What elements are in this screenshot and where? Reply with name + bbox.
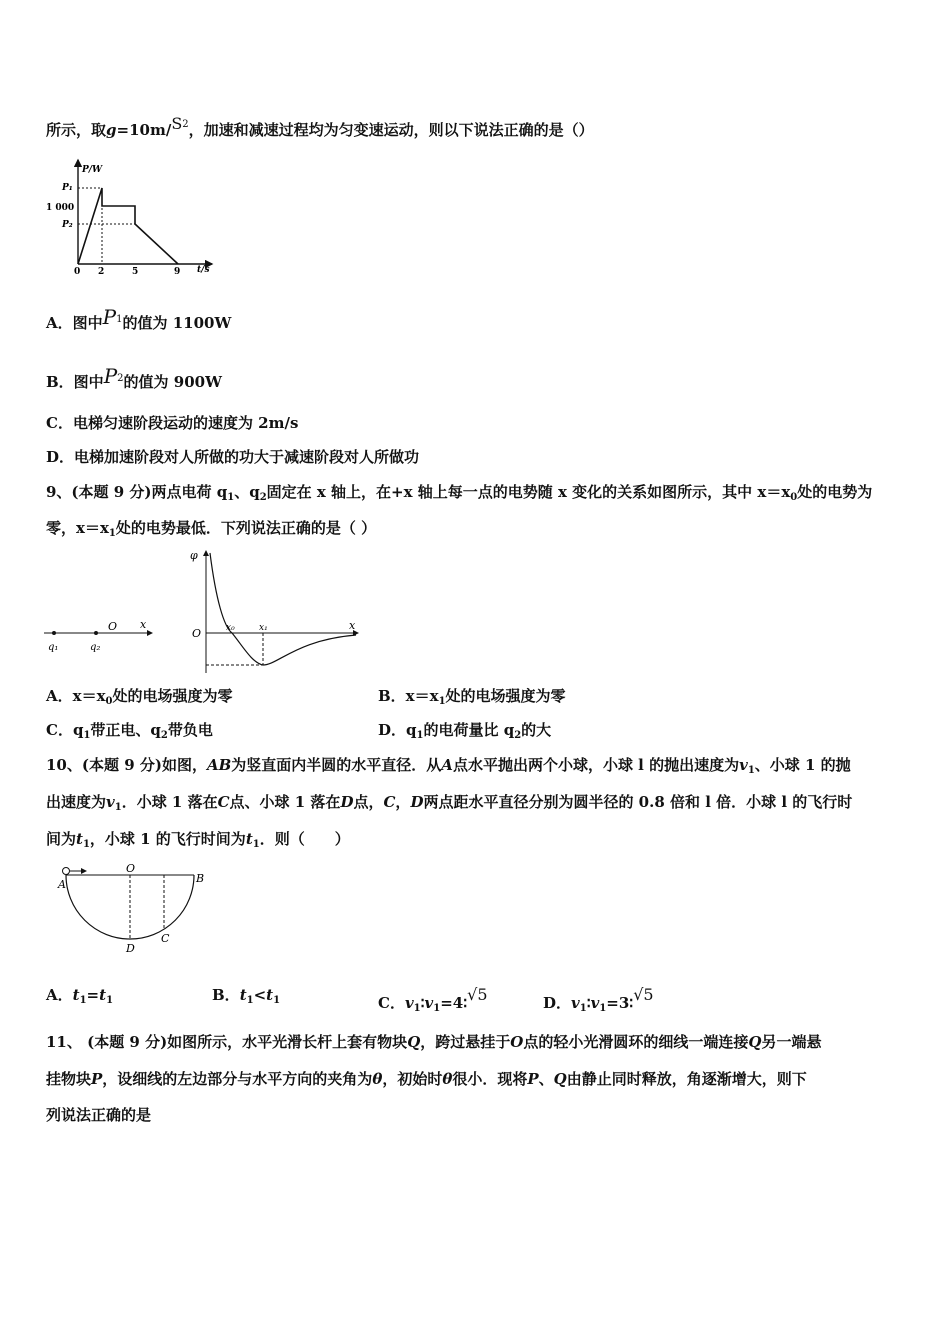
q9-option-d-text: D．q — [378, 721, 417, 739]
q10-text: 出速度为 — [46, 793, 107, 811]
q10-line-1 — [46, 755, 851, 781]
subscript: 1 — [83, 730, 91, 741]
p1-tick: P₁ — [62, 183, 73, 193]
p-subscript: 1 — [116, 314, 123, 325]
q10-text: ， — [395, 793, 411, 811]
q8-option-b — [46, 366, 222, 392]
var-d: D — [410, 793, 424, 811]
subscript: 1 — [747, 765, 755, 776]
q10-text: 点、小球 1 落在 — [229, 793, 341, 811]
t0-tick: 0 — [74, 267, 81, 277]
q9-text: 处的电势最低．下列说法正确的是（ ） — [115, 519, 377, 537]
phi-label: φ — [190, 549, 198, 562]
label-c: C — [161, 932, 170, 945]
subscript: 2 — [514, 730, 522, 741]
var-q: Q — [748, 1033, 762, 1051]
q8-option-b-prefix: B．图中 — [46, 373, 104, 391]
subscript: 1 — [114, 802, 122, 813]
q10-text: 10、(本题 9 分)如图， — [46, 756, 207, 774]
subscript: 1 — [438, 696, 446, 707]
q10-text: ．则（ ） — [259, 830, 350, 848]
var-v: v — [739, 756, 748, 774]
x0-label: x₀ — [226, 623, 235, 633]
origin-label: O — [108, 620, 118, 633]
sqrt5: √5 — [633, 985, 654, 1004]
ratio-value: =3∶ — [606, 994, 634, 1012]
potential-curve — [210, 553, 356, 665]
q9-option-b-text: B．x＝x — [378, 687, 439, 705]
q2-point — [94, 631, 98, 635]
var-t: t — [266, 986, 274, 1004]
q9-option-b-text: 处的电场强度为零 — [445, 687, 566, 705]
var-q: Q — [407, 1033, 421, 1051]
power-time-graph — [40, 152, 220, 277]
p-symbol: P — [103, 364, 118, 388]
q9-option-d — [378, 720, 551, 746]
q10-text: 间为 — [46, 830, 77, 848]
var-t: t — [76, 830, 83, 848]
s-unit: S — [171, 114, 183, 133]
var-c: C — [383, 793, 396, 811]
subscript: 1 — [416, 730, 424, 741]
q11-text: 很小．现将 — [452, 1070, 528, 1088]
q10-text: 点水平抛出两个小球，小球 l 的抛出速度为 — [452, 756, 740, 774]
var-c: C — [217, 793, 230, 811]
t9-tick: 9 — [174, 267, 181, 277]
q1-label: q₁ — [48, 642, 59, 653]
subscript: 1 — [433, 1003, 441, 1014]
p-symbol: P — [102, 305, 117, 329]
p2-tick: P₂ — [62, 220, 73, 230]
sqrt5: √5 — [467, 985, 488, 1004]
q9-option-a-text: 处的电场强度为零 — [112, 687, 233, 705]
x-label: x — [349, 619, 356, 632]
label-b: B — [196, 872, 205, 885]
q9-option-c — [46, 720, 213, 746]
x1-label: x₁ — [259, 623, 268, 633]
q11-text: 挂物块 — [46, 1070, 92, 1088]
subscript: 1 — [82, 839, 90, 850]
var-v: v — [106, 793, 115, 811]
q9-option-d-text: 的电荷量比 q — [423, 721, 515, 739]
p-subscript: 2 — [117, 373, 124, 384]
label-d: D — [126, 942, 135, 955]
subscript: 1 — [79, 995, 87, 1006]
option-letter: B． — [212, 986, 240, 1004]
option-letter: D． — [543, 994, 572, 1012]
q10-line-2 — [46, 792, 852, 818]
q11-text: ，初始时 — [382, 1070, 443, 1088]
label-a: A — [58, 878, 66, 891]
subscript: 1 — [108, 528, 116, 539]
q8-option-b-text: 的值为 900W — [123, 373, 222, 391]
ratio-colon: ∶ — [586, 994, 591, 1012]
q10-text: 、小球 1 的抛 — [754, 756, 851, 774]
var-v: v — [424, 994, 434, 1012]
semicircle-figure — [44, 860, 220, 956]
var-theta: θ — [442, 1070, 453, 1088]
q10-text: 点， — [353, 793, 384, 811]
q10-text: 为竖直面内半圆的水平直径．从 — [231, 756, 442, 774]
q8-option-a-text: 的值为 1100W — [122, 314, 232, 332]
q9-option-c-text: C．q — [46, 721, 84, 739]
q11-line-2 — [46, 1069, 807, 1089]
var-d: D — [340, 793, 354, 811]
q11-text: 点的轻小光滑圆环的细线一端连接 — [523, 1033, 749, 1051]
q10-text: 两点距水平直径分别为圆半径的 0.8 倍和 l 倍．小球 l 的飞行时 — [423, 793, 853, 811]
q8-intro-a: 所示，取 — [46, 121, 107, 139]
less-than-sign: < — [253, 986, 267, 1004]
q9-text: 固定在 x 轴上，在+x 轴上每一点的电势随 x 变化的关系如图所示，其中 x＝x — [266, 483, 791, 501]
q8-intro-b: ，加速和减速过程均为匀变速运动，则以下说法正确的是（） — [188, 121, 594, 139]
q8-option-a-prefix: A．图中 — [46, 314, 103, 332]
q10-text: ，小球 1 的飞行时间为 — [89, 830, 246, 848]
q11-text: 、 — [538, 1070, 554, 1088]
var-t: t — [245, 830, 253, 848]
label-o: O — [126, 862, 136, 875]
q10-option-d — [543, 985, 654, 1019]
subscript: 1 — [413, 1003, 421, 1014]
q11-text: ，跨过悬挂于 — [420, 1033, 511, 1051]
q2-label: q₂ — [90, 642, 101, 653]
q9-line-2 — [46, 518, 376, 544]
q8-option-c: C．电梯匀速阶段运动的速度为 2m/s — [46, 414, 299, 432]
q9-text: 处的电势为 — [797, 483, 873, 501]
x-axis-label: t/s — [197, 265, 210, 275]
var-t: t — [99, 986, 107, 1004]
var-q: Q — [553, 1070, 567, 1088]
q11-line-3: 列说法正确的是 — [46, 1106, 152, 1124]
q9-option-d-text: 的大 — [521, 721, 552, 739]
q9-text: 、q — [234, 483, 260, 501]
q11-text: 由静止同时释放，角逐渐增大，则下 — [566, 1070, 807, 1088]
option-letter: A． — [46, 986, 73, 1004]
var-o: O — [510, 1033, 524, 1051]
subscript: 1 — [106, 995, 114, 1006]
q11-text: ，设细线的左边部分与水平方向的夹角为 — [102, 1070, 373, 1088]
s-exponent: 2 — [182, 119, 189, 130]
option-letter: C． — [378, 994, 405, 1012]
var-v: v — [590, 994, 600, 1012]
subscript: 1 — [252, 839, 260, 850]
var-t: t — [72, 986, 80, 1004]
q9-option-b — [378, 686, 566, 712]
q10-option-c — [378, 985, 488, 1019]
var-t: t — [239, 986, 247, 1004]
q8-option-d: D．电梯加速阶段对人所做的功大于减速阶段对人所做功 — [46, 448, 420, 466]
q9-text: 零，x＝x — [46, 519, 109, 537]
equals-sign: = — [86, 986, 100, 1004]
subscript: 0 — [790, 492, 798, 503]
t5-tick: 5 — [132, 267, 139, 277]
subscript: 2 — [160, 730, 168, 741]
g-symbol: g — [106, 121, 117, 139]
q11-text: 11、 (本题 9 分)如图所示，水平光滑长杆上套有物块 — [46, 1033, 408, 1051]
q9-option-a — [46, 686, 233, 712]
subscript: 2 — [259, 492, 267, 503]
q8-intro-line — [46, 114, 594, 140]
var-p: P — [527, 1070, 539, 1088]
var-a: A — [441, 756, 453, 774]
var-v: v — [404, 994, 414, 1012]
q10-option-b — [212, 985, 280, 1011]
power-curve — [78, 188, 178, 264]
y-1000-tick: 1 000 — [46, 203, 75, 213]
q10-text: ．小球 1 落在 — [121, 793, 218, 811]
var-p: P — [91, 1070, 103, 1088]
ratio-colon: ∶ — [420, 994, 425, 1012]
subscript: 1 — [227, 492, 235, 503]
ratio-value: =4∶ — [440, 994, 468, 1012]
origin-label: O — [192, 627, 202, 640]
potential-graph — [186, 545, 366, 675]
charge-axis-figure — [40, 610, 160, 655]
q9-text: 9、(本题 9 分)两点电荷 q — [46, 483, 228, 501]
q11-line-1 — [46, 1032, 821, 1052]
q9-option-c-text: 带负电 — [167, 721, 213, 739]
var-ab: AB — [206, 756, 232, 774]
q9-option-c-text: 带正电、q — [90, 721, 161, 739]
var-theta: θ — [372, 1070, 383, 1088]
var-v: v — [571, 994, 580, 1012]
y-axis-label: P/W — [82, 165, 103, 175]
subscript: 0 — [105, 696, 113, 707]
q10-option-a — [46, 985, 113, 1011]
q10-line-3 — [46, 829, 350, 855]
subscript: 1 — [273, 995, 281, 1006]
ball — [63, 868, 70, 875]
q9-option-a-text: A．x＝x — [46, 687, 106, 705]
t2-tick: 2 — [98, 267, 105, 277]
q1-point — [52, 631, 56, 635]
q8-option-a — [46, 307, 231, 333]
x-label: x — [140, 618, 147, 631]
subscript: 1 — [246, 995, 254, 1006]
q11-text: 另一端悬 — [761, 1033, 822, 1051]
subscript: 1 — [599, 1003, 607, 1014]
q9-line-1 — [46, 482, 872, 508]
g-value: =10m/ — [116, 121, 172, 139]
subscript: 1 — [579, 1003, 587, 1014]
